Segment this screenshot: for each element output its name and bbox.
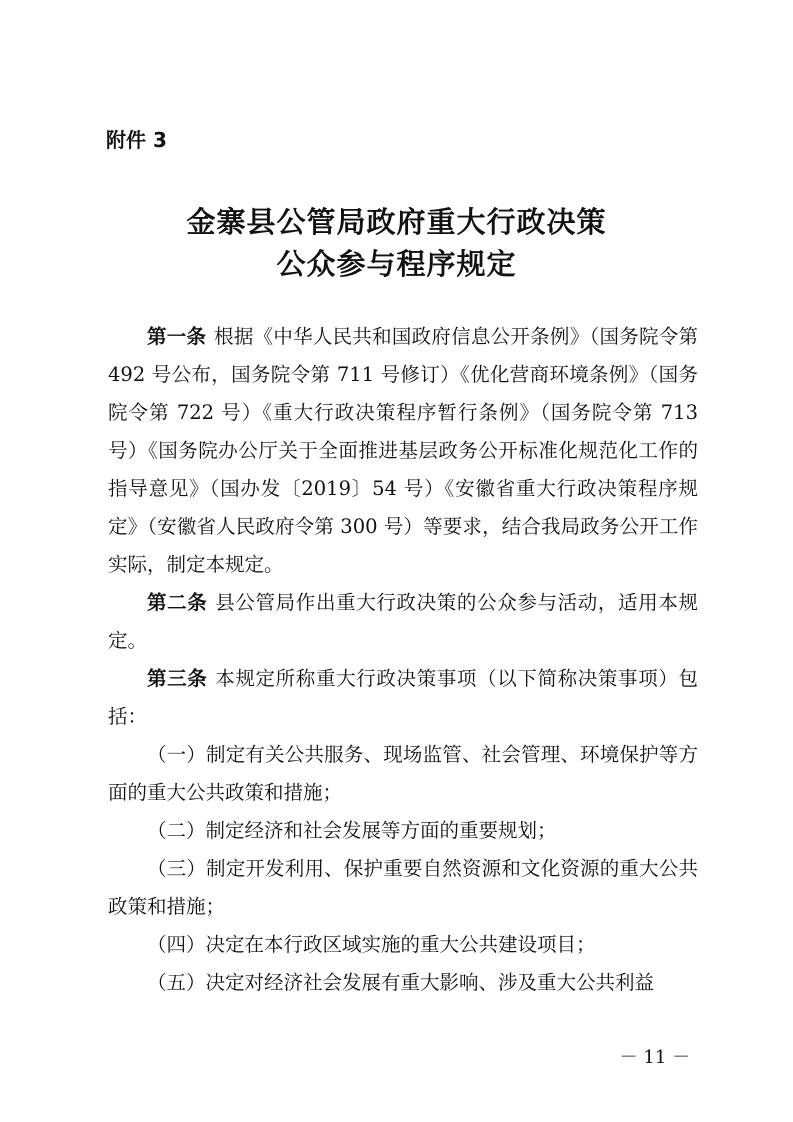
article-text: 县公管局作出重大行政决策的公众参与活动，适用本规定。 bbox=[108, 591, 698, 652]
article-label: 第三条 bbox=[147, 667, 208, 690]
list-item: （一）制定有关公共服务、现场监管、社会管理、环境保护等方面的重大公共政策和措施； bbox=[108, 743, 698, 804]
list-item: （四）决定在本行政区域实施的重大公共建设项目； bbox=[147, 933, 596, 956]
list-item: （五）决定对经济社会发展有重大影响、涉及重大公共利益 bbox=[147, 971, 655, 994]
list-item: （二）制定经济和社会发展等方面的重要规划； bbox=[147, 819, 557, 842]
article-text: 本规定所称重大行政决策事项（以下简称决策事项）包括： bbox=[108, 667, 698, 728]
page-number: － 11 － bbox=[619, 1047, 690, 1068]
article-3 bbox=[108, 660, 698, 736]
article-label: 第二条 bbox=[147, 591, 208, 614]
attachment-label: 附件 3 bbox=[106, 128, 167, 152]
list-item: （三）制定开发利用、保护重要自然资源和文化资源的重大公共政策和措施； bbox=[108, 857, 698, 918]
article-text: 根据《中华人民共和国政府信息公开条例》（国务院令第 492 号公布，国务院令第 711 号修订）《优化营商环境条例》（国务院令第 722 号）《重大行政决策程序暂行条例》（国务院令第 713 号）《国务院办公厅关于全面推进基层政务公开标准化规范化工作的指导意见》（国办发〔2019〕54 号）《安徽省重大行政决策程序规定》（安徽省人民政府令第 300 号）等要求，结合我局政务公开工作实际，制定本规定。 bbox=[108, 325, 698, 576]
document-title-line-1: 金寨县公管局政府重大行政决策 bbox=[186, 205, 607, 239]
article-2 bbox=[108, 584, 698, 660]
article-label: 第一条 bbox=[147, 325, 207, 348]
document-body bbox=[108, 318, 698, 1002]
document-title-line-2: 公众参与程序规定 bbox=[276, 247, 517, 281]
article-1 bbox=[108, 318, 698, 584]
